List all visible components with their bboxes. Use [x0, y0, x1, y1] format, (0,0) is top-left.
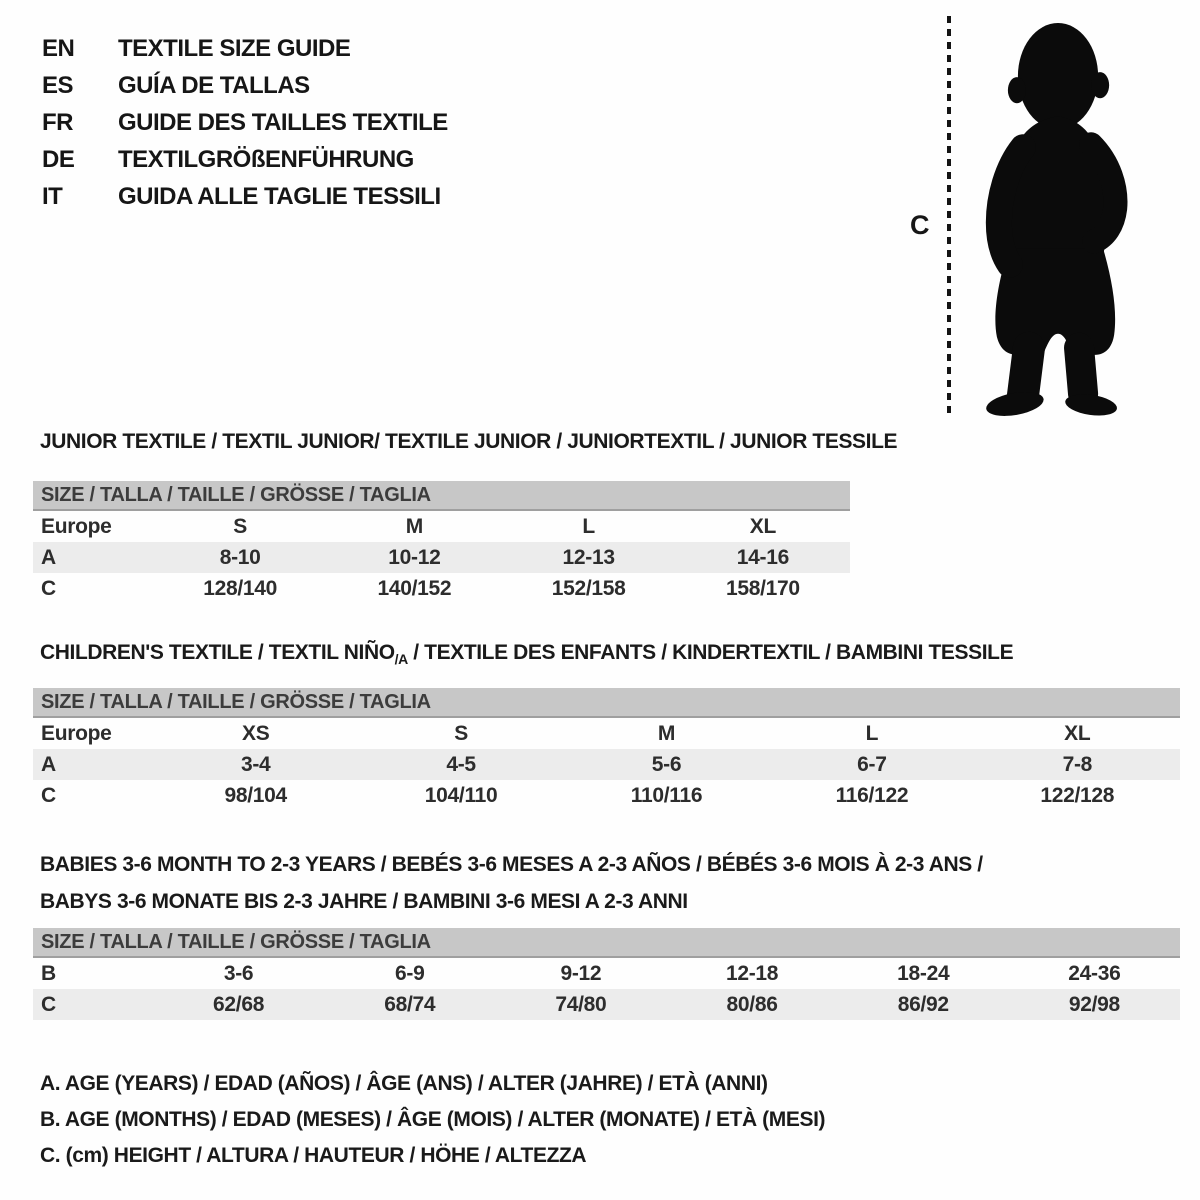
size-value: S	[233, 514, 247, 538]
size-value: XL	[1064, 721, 1091, 745]
row-label: A	[41, 545, 56, 569]
babies-section-title	[40, 846, 983, 920]
age-value: 6-9	[395, 961, 425, 985]
lang-label-en: TEXTILE SIZE GUIDE	[118, 34, 351, 62]
lang-row-fr	[42, 104, 448, 141]
size-value: XL	[749, 514, 776, 538]
height-value: 128/140	[203, 576, 278, 600]
age-value: 5-6	[651, 752, 682, 776]
age-value: 3-6	[223, 961, 254, 985]
age-value: 7-8	[1062, 752, 1093, 776]
children-section-title	[40, 641, 1013, 667]
table-row	[33, 573, 850, 604]
legend-line-b: B. AGE (MONTHS) / EDAD (MESES) / ÂGE (MOIS) / ALTER (MONATE) / ETÀ (MESI)	[40, 1108, 826, 1131]
children-size-header: SIZE / TALLA / TAILLE / GRÖSSE / TAGLIA	[33, 688, 1180, 718]
junior-size-table	[33, 481, 850, 604]
age-value: 6-7	[857, 752, 887, 776]
height-value: 68/74	[384, 992, 436, 1016]
row-label: B	[41, 961, 56, 985]
height-value: 98/104	[224, 783, 287, 807]
lang-code-en: EN	[42, 34, 75, 62]
table-row	[33, 511, 850, 542]
table-row	[33, 780, 1180, 811]
table-row	[33, 958, 1180, 989]
row-label: C	[41, 576, 56, 600]
junior-section-title: JUNIOR TEXTILE / TEXTIL JUNIOR/ TEXTILE JUNIOR / JUNIORTEXTIL / JUNIOR TESSILE	[40, 430, 898, 453]
lang-row-de	[42, 141, 448, 178]
lang-code-fr: FR	[42, 108, 73, 136]
height-value: 116/122	[835, 783, 909, 807]
lang-row-it	[42, 178, 448, 215]
children-title-post: / TEXTILE DES ENFANTS / KINDERTEXTIL / BAMBINI TESSILE	[407, 641, 1014, 664]
height-value: 74/80	[555, 992, 607, 1016]
size-value: XS	[241, 721, 270, 745]
age-value: 10-12	[388, 545, 441, 569]
age-value: 3-4	[240, 752, 271, 776]
height-value: 140/152	[377, 576, 452, 600]
children-title-pre: CHILDREN'S TEXTILE / TEXTIL NIÑO	[40, 641, 395, 664]
lang-code-it: IT	[42, 182, 63, 210]
babies-title-line1: BABIES 3-6 MONTH TO 2-3 YEARS / BEBÉS 3-6 MESES A 2-3 AÑOS / BÉBÉS 3-6 MOIS À 2-3 ANS /	[40, 853, 983, 876]
size-value: S	[454, 721, 468, 745]
size-value: M	[657, 721, 676, 745]
lang-row-en	[42, 30, 448, 67]
age-value: 12-18	[725, 961, 779, 985]
height-value: 104/110	[424, 783, 498, 807]
lang-label-es: GUÍA DE TALLAS	[118, 71, 310, 99]
height-value: 62/68	[213, 992, 265, 1016]
height-value: 158/170	[725, 576, 800, 600]
lang-row-es	[42, 67, 448, 104]
lang-code-es: ES	[42, 71, 74, 99]
row-label: Europe	[41, 514, 112, 538]
table-row	[33, 749, 1180, 780]
lang-code-de: DE	[42, 145, 75, 173]
lang-label-de: TEXTILGRÖßENFÜHRUNG	[118, 145, 414, 173]
size-value: M	[405, 514, 423, 538]
junior-size-header: SIZE / TALLA / TAILLE / GRÖSSE / TAGLIA	[33, 481, 850, 511]
height-measure-dashed-line	[947, 16, 951, 418]
legend-line-a: A. AGE (YEARS) / EDAD (AÑOS) / ÂGE (ANS) / ALTER (JAHRE) / ETÀ (ANNI)	[40, 1072, 768, 1095]
legend	[40, 1066, 825, 1174]
height-value: 92/98	[1068, 992, 1120, 1016]
age-value: 14-16	[736, 545, 789, 569]
age-value: 9-12	[560, 961, 602, 985]
age-value: 24-36	[1068, 961, 1121, 985]
toddler-silhouette-icon	[962, 12, 1144, 418]
table-row	[33, 718, 1180, 749]
row-label: Europe	[41, 721, 112, 745]
height-value: 110/116	[630, 783, 703, 807]
row-label: A	[41, 752, 56, 776]
height-value: 80/86	[726, 992, 778, 1016]
row-label: C	[41, 992, 56, 1016]
height-value: 122/128	[1040, 783, 1115, 807]
language-header	[42, 30, 448, 215]
height-value: 86/92	[897, 992, 949, 1016]
lang-label-fr: GUIDE DES TAILLES TEXTILE	[118, 108, 448, 136]
babies-size-table	[33, 928, 1180, 1020]
age-value: 18-24	[897, 961, 950, 985]
table-row	[33, 542, 850, 573]
age-value: 12-13	[562, 545, 615, 569]
height-value: 152/158	[551, 576, 626, 600]
children-size-table	[33, 688, 1180, 811]
legend-line-c: C. (cm) HEIGHT / ALTURA / HAUTEUR / HÖHE / ALTEZZA	[40, 1144, 587, 1167]
size-value: L	[865, 721, 879, 745]
row-label: C	[41, 783, 56, 807]
babies-title-line2: BABYS 3-6 MONATE BIS 2-3 JAHRE / BAMBINI 3-6 MESI A 2-3 ANNI	[40, 890, 688, 913]
age-value: 4-5	[446, 752, 476, 776]
lang-label-it: GUIDA ALLE TAGLIE TESSILI	[118, 182, 441, 210]
height-measure-label: C	[910, 210, 930, 240]
table-row	[33, 989, 1180, 1020]
size-value: L	[582, 514, 595, 538]
babies-size-header: SIZE / TALLA / TAILLE / GRÖSSE / TAGLIA	[33, 928, 1180, 958]
children-title-sub: /A	[394, 651, 408, 668]
age-value: 8-10	[219, 545, 261, 569]
